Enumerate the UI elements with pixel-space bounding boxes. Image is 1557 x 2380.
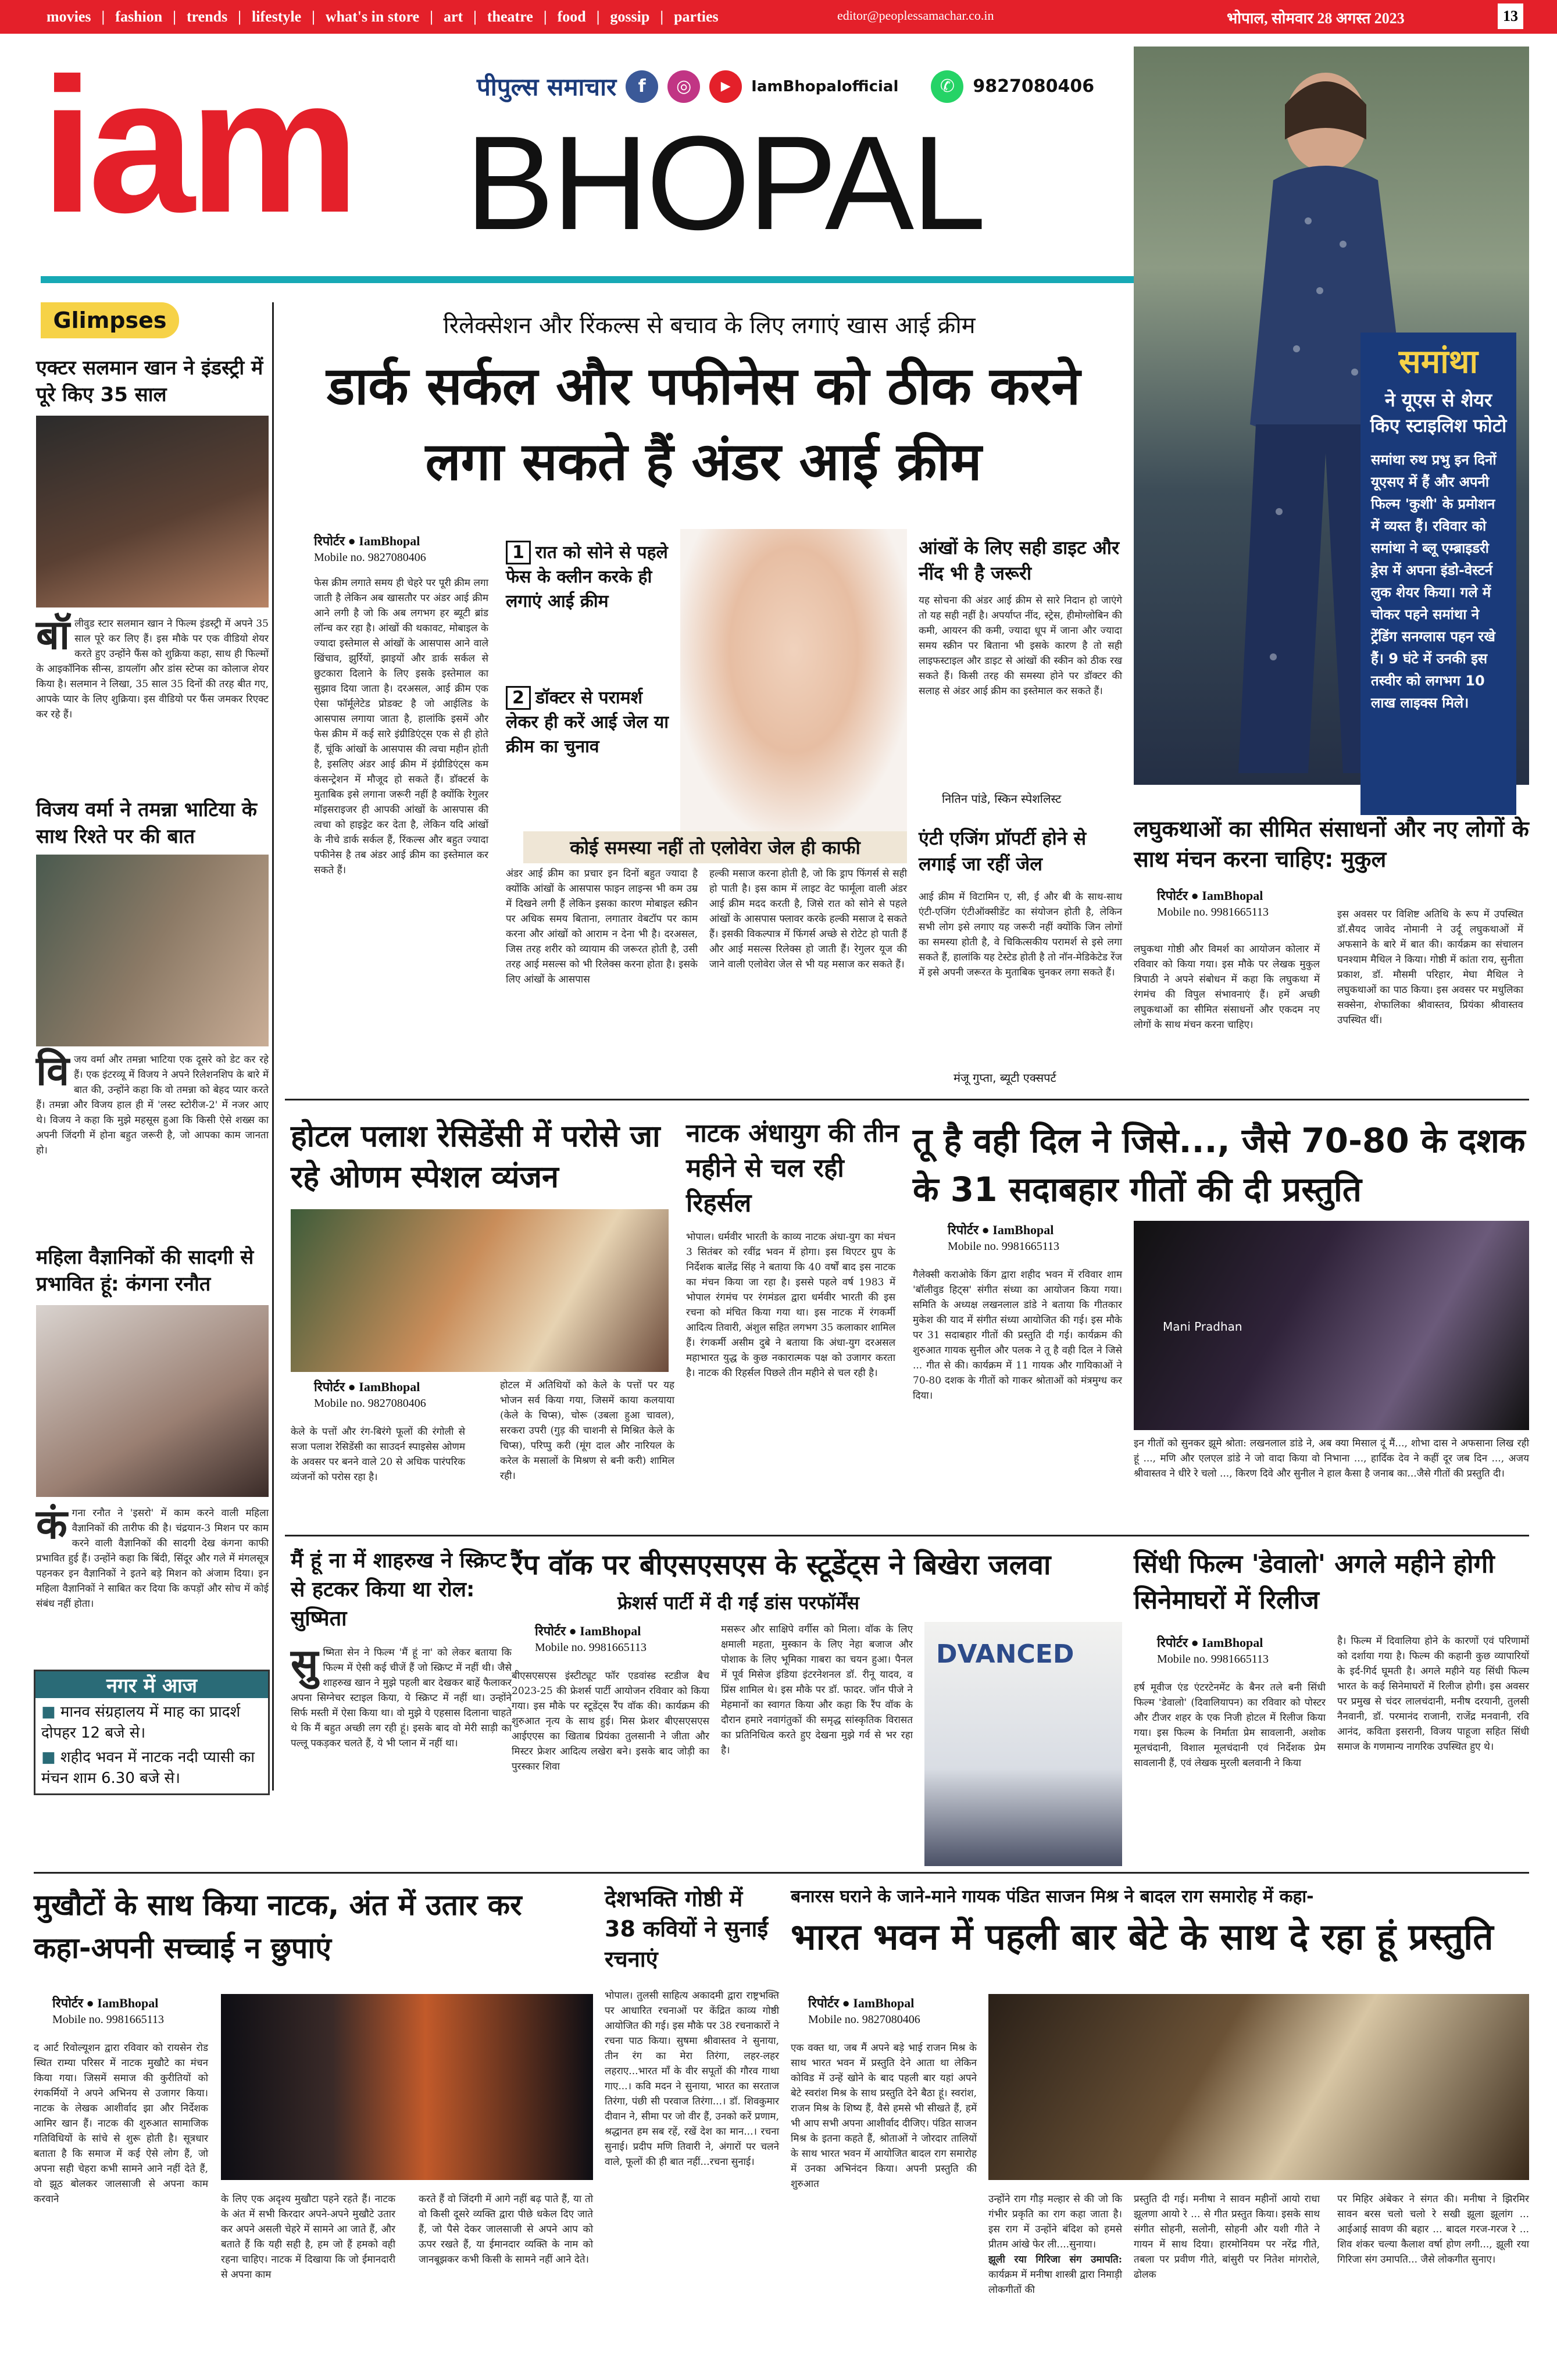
sushmita-text: ष्मिता सेन ने फिल्म 'मैं हूं ना' को लेकर बताया कि फिल्म में ऐसी कई चीजें हैं जो स्क्रिप्ट में नहीं थी। जैसे शाहरुख खान ने मुझे पहली बार देखकर बाहें फैलाकर अपना सिग्नेचर स्टाइल किया, ये स्क्रिप्ट में नहीं था। उन्होंने सिर्फ मस्ती में ऐसा किया था। वो मुझे ये एहसास दिलाना चाहते थे कि मैं बहुत अच्छी लग रही हूं। इसके बाद वो मेरी साड़ी का पल्लू पकड़कर चलते हैं, ये भी प्लान में नहीं था। [291, 1647, 512, 1749]
rag-body-2-text: उन्होंने राग गौड़ मल्हार से की जो कि गंभीर प्रकृति का राग कहा जाता है। इस राग में उन्होंने बंदिश को हमसे प्रीतम आंखे फेर ली....सुनाया। [988, 2193, 1122, 2250]
antiaging-body: आई क्रीम में विटामिन ए, सी, ई और बी के साथ-साथ एंटी-एजिंग एंटीऑक्सीडेंट का संयोजन होती है, लेकिन सभी लोग इसे लगाए यह जरूरी नहीं क्योंकि जिन लोगों का समस्या होती है, वे चिकित्सकीय परामर्श से इसे लगा सकते हैं, हालांकि यह टेस्टेड होती है तो नॉन-मेडिकेटेड रेंज में इसे अपनी जरूरत के मुताबिक चुनकर लगा सकते हैं। [919, 891, 1122, 978]
rag-body-1: एक वक्त था, जब मैं अपने बड़े भाई राजन मिश्र के साथ भारत भवन में प्रस्तुति देने आता था लेकिन कोविड में उन्हें खोने के बाद पहली बार यहां अपने बेटे स्वरांश मिश्र के साथ प्रस्तुति देने बैठा हूं। स्वरांश, राजन मिश्र के शिष्य हैं, वैसे हमसे भी सीखते हैं, हमें भी आप सभी अपना आशीर्वाद दीजिए। पंडित साजन मिश्र के इतना कहते हैं, श्रोताओं ने जोरदार तालियों के साथ भारत भवन में आयोजित बादल राग समारोह में उनका अभिनंदन किया। अपनी प्रस्तुति की शुरुआत [791, 2042, 977, 2190]
onam-headline: होटल पलाश रेसिडेंसी में परोसे जा रहे ओणम स्पेशल व्यंजन [291, 1119, 660, 1195]
bullet-icon: ■ [41, 1703, 60, 1721]
sushmita-body [291, 1639, 512, 1751]
ramp-photo [924, 1622, 1122, 1866]
diet-credit: नितिन पांडे, स्किन स्पेशलिस्ट [942, 792, 1062, 806]
mukul-body-2: इस अवसर पर विशिष्ट अतिथि के रूप में उपस्थित डॉ.सैयद जावेद नोमानी ने उर्दू लघुकथाओं में अफसाने के बारे में बात की। कार्यक्रम का संचालन घनश्याम मैथिल ने किया। गोष्ठी में कांता राय, सुनीता प्रकाश, डॉ. मौसमी परिहार, मेघा मैथिल ने लघुकथाओं का पाठ किया। इस अवसर पर मधुलिका सक्सेना, शेफालिका श्रीवास्तव, प्रियंका श्रीवास्तव उपस्थित थीं। [1337, 909, 1523, 1026]
ramp-body-1: बीएसएसएस इंस्टीट्यूट फॉर एडवांस्ड स्टडीज बैच 2023-25 की फ्रेशर्स पार्टी आयोजन रविवार को किया गया। इस मौके पर स्टूडेंट्स रैंप वॉक की। कार्यक्रम की शुरुआत नृत्य के साथ हुई। मिस फ्रेशर बीएसएसएस आईएएस का खिताब प्रियंका तुलसानी ने जीता और मिस्टर फ्रेशर आदित्य लखेरा बने। इसके बाद जोड़ी का पुरस्कार शिवा [512, 1670, 709, 1773]
left-column-rule [272, 302, 274, 1791]
sindhi-mobile: Mobile no. 9981665113 [1157, 1653, 1269, 1666]
nav-link[interactable]: what's in store [325, 8, 420, 25]
lead-mobile: Mobile no. 9827080406 [314, 551, 426, 564]
mukul-mobile: Mobile no. 9981665113 [1157, 906, 1269, 919]
singer-photo [1134, 1221, 1529, 1430]
sushmita-headline: मैं हूं ना में शाहरुख ने स्क्रिप्ट से हटकर किया था रोल: सुष्मिता [291, 1549, 506, 1631]
antiaging-credit: मंजू गुप्ता, ब्यूटी एक्सपर्ट [954, 1071, 1056, 1085]
mukhaute-photo [221, 1994, 593, 2180]
nagar-mein-aaj-box [34, 1670, 270, 1795]
onam-body-1: केले के पत्तों और रंग-बिरंगे फूलों की रंगोली से सजा पलाश रेसिडेंसी का साउदर्न स्पाइसेस ओणम के अवसर पर बनने वाले 20 से अधिक पारंपरिक व्यंजनों को परोस रहा है। [291, 1426, 465, 1483]
glimpse-2-text: जय वर्मा और तमन्ना भाटिया एक दूसरे को डेट कर रहे हैं। एक इंटरव्यू में विजय ने अपने रिलेशनशिप के बारे में बात की, उन्होंने कहा कि वो तमन्ना को बेहद प्यार करते हैं। तमन्ना और विजय हाल ही में 'लस्ट स्टोरीज-2' में नजर आए थे। विजय ने कहा कि मुझे महसूस हुआ कि किसी ऐसे शख्स का अपनी जिंदगी में होना बहुत जरूरी है, जो आपका काम जानता हो। [36, 1054, 269, 1156]
diet-title: आंखों के लिए सही डाइट और नींद भी है जरूरी [919, 537, 1120, 584]
onam-photo [291, 1209, 669, 1372]
mukhaute-headline: मुखौटों के साथ किया नाटक, अंत में उतार कर कहा-अपनी सच्चाई न छुपाएं [34, 1888, 522, 1965]
brand-row [477, 70, 1094, 103]
nagar-item-1: ■ मानव संग्रहालय में माह का प्रादर्श दोपहर 12 बजे से। [41, 1703, 241, 1742]
samantha-title: समांथा [1398, 343, 1479, 381]
glimpse-3-dropcap: कं [36, 1500, 67, 1548]
glimpse-3-body [36, 1500, 269, 1611]
section-divider-1 [285, 1099, 1529, 1100]
samantha-badge [1360, 333, 1516, 815]
mukhaute-body-2: के लिए एक अदृश्य मुखौटा पहने रहते हैं। नाटक के अंत में सभी किरदार अपने-अपने मुखौटे उतार कर अपने असली चेहरे में सामने आ जाते हैं, और बताते हैं कि यही सही है, हम जो हैं हमको वही रहना चाहिए। नाटक में दिखाया कि जो ईमानदारी से अपना काम [221, 2193, 395, 2281]
songs-headline: तू है वही दिल ने जिसे..., जैसे 70-80 के दशक के 31 सदाबहार गीतों की दी प्रस्तुति [913, 1121, 1526, 1209]
ramp-subhead: फ्रेशर्स पार्टी में दी गईं डांस परफॉर्मेंस [617, 1592, 859, 1614]
mukhaute-body-3: करते हैं वो जिंदगी में आगे नहीं बढ़ पाते हैं, या तो वो किसी दूसरे व्यक्ति द्वारा पीछे धकेल दिए जाते हैं, जो पैसे देकर जालसाजी से अपने आप को ऊपर रखते हैं, या ईमानदार व्यक्ति के नाम को जानबूझकर कभी किसी के सामने नहीं आने देते। [419, 2193, 593, 2265]
nav-separator: | [173, 8, 176, 25]
mukhaute-body-1: द आर्ट रिवोल्यूशन द्वारा रविवार को रायसेन रोड स्थित राम्या परिसर में नाटक मुखौटे का मंचन किया गया। जिसमें समाज की कुरीतियों को रंगकर्मियों ने अपने अभिनय से उजागर किया। नाटक के लेखक आशीर्वाद झा और निर्देशक आमिर खान हैं। नाटक की शुरुआत सामाजिक गतिविधियों के सांचे से शुरू होती है। सूत्रधार बताता है कि समाज में कई ऐसे लोग हैं, जो अपना सही चेहरा कभी सामने आने नहीं देते हैं, वो झूठ बोलकर जालसाजी से अपना काम करवाने [34, 2042, 208, 2205]
mukhaute-byline: रिपोर्टर ● IamBhopal [52, 1996, 159, 2010]
nav-link[interactable]: movies [47, 8, 91, 25]
glimpse-1-text: लीवुड स्टार सलमान खान ने फिल्म इंडस्ट्री में अपने 35 साल पूरे कर लिए हैं। इस मौके पर एक वीडियो शेयर करते हुए उन्होंने फैंस को शुक्रिया कहा, साथ ही फिल्मों के आइकॉनिक सीन्स, डायलॉग और डांस स्टेप्स का कोलाज शेयर किया है। सलमान ने लिखा, 35 साल 35 दिनों की तरह बीत गए, आपके प्यार के लिए शुक्रिया। इस वीडियो पर फैंस जमकर रिएक्ट कर रहे हैं। [36, 618, 269, 720]
onam-body-2: होटल में अतिथियों को केले के पत्तों पर यह भोजन सर्व किया गया, जिसमें काया कलयाया (केले के चिप्स), चोरू (उबला हुआ चावल), सरकरा उपरी (गुड़ की चाशनी से मिश्रित केले के चिप्स), परिप्पु करी (मूंग दाल और नारियल के करेल के मसालों के मिश्रण से बनी करी) शामिल रही। [500, 1380, 674, 1482]
nav-link[interactable]: parties [674, 8, 719, 25]
songs-mobile: Mobile no. 9981665113 [948, 1240, 1060, 1253]
salman-photo [36, 416, 269, 607]
sindhi-body-2: है। फिल्म में दिवालिया होने के कारणों एवं परिणामों को दर्शाया गया है। फिल्म की कहानी कुछ व्यापारियों के इर्द-गिर्द घूमती है। अगले महीने यह सिंधी फिल्म भारत के कई सिनेमाघरों में रिलीज होगी। इस अवसर पर प्रमुख से चंदर लालचंदानी, मनीष दरयानी, तुलसी नैनवानी, डॉ. परमानंद राजानी, राजेंद्र मनवानी, रवि आनंद, कविता इसरानी, विजय पाहूजा सहित सिंधी समाज के गणमान्य नागरिक उपस्थित हुए थे। [1337, 1635, 1529, 1753]
ramp-byline: रिपोर्टर ● IamBhopal [535, 1624, 641, 1638]
instagram-icon[interactable]: ◎ [667, 70, 700, 103]
nav-separator: | [660, 8, 664, 25]
nav-link[interactable]: food [557, 8, 586, 25]
sushmita-dropcap: सु [291, 1639, 319, 1688]
antiaging-title: एंटी एजिंग प्रॉपर्टी होने से लगाई जा रहीं जेल [919, 827, 1087, 875]
nagar-title: नगर में आज [35, 1671, 268, 1698]
lead-body: फेस क्रीम लगाते समय ही चेहरे पर पूरी क्रीम लगा जाती है लेकिन अब खासतौर पर अंडर आई क्रीम आने लगी है जो कि अब लगभग हर ब्यूटी ब्रांड लॉन्च कर रहा है। आंखों की थकावट, मोबाइल के ज्यादा इस्तेमाल से आंखों के आसपास आने वाले खिंचाव, झुर्रियों, झाइयों और डार्क सर्कल से छुटकारा दिलाने के लिए इसके इस्तेमाल का सुझाव दिया जाता है। दरअसल, आई क्रीम एक ऐसा फॉर्मूलेटेड प्रोडक्ट है जो आईलिड के आसपास लगाया जाता है, हालांकि इसमें और फेस क्रीम में कई सारे इंग्रीडिएंट्स एक से ही होते हैं, चूंकि आंखों के आसपास की त्वचा महीन होती है, इसलिए अंडर आई क्रीम में इंग्रीडिएंट्स कम कंसन्ट्रेशन में मौजूद हो सकते हैं। डॉक्टर्स के मुताबिक इसे लगाना जरूरी नहीं है क्योंकि रेगुलर मॉइसराइजर ही आपकी आंखों के आसपास की त्वचा को हाइड्रेट कर देता है, लेकिन यदि आंखों के नीचे डार्क सर्कल हैं, रिंकल्स और बहुत ज्यादा पफीनेस है तब अंडर आई क्रीम का इस्तेमाल कर सकते हैं। [314, 577, 488, 876]
section-divider-2 [285, 1535, 1529, 1536]
samantha-body: समांथा रुथ प्रभु इन दिनों यूएसए में हैं और अपनी फिल्म 'कुशी' के प्रमोशन में व्यस्त हैं। रविवार को समांथा ने ब्लू एम्ब्राइडरी ड्रेस में अपना इंडो-वेस्टर्न लुक शेयर किया। गले में चोकर पहने समांथा ने ट्रेंडिंग सनग्लास पहन रखे हैं। 9 घंटे में उनकी इस तस्वीर को लगभग 10 लाख लाइक्स मिले। [1371, 452, 1497, 711]
kangana-photo [36, 1305, 269, 1497]
whatsapp-number[interactable]: 9827080406 [973, 76, 1095, 97]
ramp-body-2: मसरूर और साक्षिपे वर्गीस को मिला। वॉक के लिए क्षमाली महता, मुस्कान के लिए नेहा बजाज और पोशाक के लिए भूमिका गाबरा का चयन हुआ। पैनल में पूर्व मिसेज इंडिया इंटरनेशनल डॉ. रीनू यादव, व प्रिंस शामिल थे। इस मौके पर डॉ. फादर. जॉन पीजे ने मेहमानों का स्वागत किया और कहा कि रैंप वॉक के दौरान हमारे नवागंतुकों की समृद्ध सांस्कृतिक विरासत का प्रतिनिधित्व करते हुए देखना मुझे गर्व से भर रहा है। [721, 1624, 913, 1756]
glimpse-2-title: विजय वर्मा ने तमन्ना भाटिया के साथ रिश्ते पर की बात [36, 798, 257, 848]
songs-body-1: गैलेक्सी कराओके किंग द्वारा शहीद भवन में रविवार शाम 'बॉलीवुड हिट्स' संगीत संध्या का आयोजन किया गया। समिति के अध्यक्ष लखनलाल डांडे ने बताया कि गीतकार मुकेश की याद में संगीत संध्या आयोजित की गई। इस मौके पर 31 सदाबहार गीतों की प्रस्तुति दी गई। कार्यक्रम की शुरुआत गायक सुनील और पलक ने तू है वही दिल ने जिसे ... गीत से की। कार्यक्रम में 11 गायक और गायिकाओं ने 70-80 दशक के गीतों को गाकर श्रोताओं को मंत्रमुग्ध कर दिया। [913, 1269, 1122, 1402]
mukul-byline: रिपोर्टर ● IamBhopal [1157, 888, 1263, 903]
aloe-body-1: अंडर आई क्रीम का प्रचार इन दिनों बहुत ज्यादा है क्योंकि आंखों के आसपास फाइन लाइन्स भी कम उम्र में दिखने लगी हैं लेकिन इसका कारण मोबाइल स्क्रीन पर अधिक समय बिताना, लगातार वेबटॉप पर काम करना और आंखों को आराम न देना भी है। दरअसल, जिस तरह शरीर को व्यायाम की जरूरत होती है, उसी तरह आई मसल्स को भी रिलेक्स करना होता है। इसके लिए आंखों के आसपास [506, 868, 698, 985]
lead-kicker: रिलेक्सेशन और रिंकल्स से बचाव के लिए लगाएं खास आई क्रीम [443, 312, 976, 339]
issue-date: भोपाल, सोमवार 28 अगस्त 2023 [1227, 10, 1405, 27]
deshbhakti-body: भोपाल। तुलसी साहित्य अकादमी द्वारा राष्ट्रभक्ति पर आधारित रचनाओं पर केंद्रित काव्य गोष्ठी आयोजित की गई। इस मौके पर 38 रचनाकारों ने रचना पाठ किया। सुषमा श्रीवास्तव ने सुनाया, तीन रंग का मेरा तिरंगा, लहर-लहर लहराए...भारत माँ के वीर सपूतों की गौरव गाथा गाए...। कवि मदन ने सुनाया, भारत का सरताज तिरंगा, पंछी सी परवाज तिरंगा...। डॉ. शिवकुमार दीवान ने, सीमा पर जो वीर हैं, उनको करें प्रणाम, श्रद्धानत हम सब रहें, रखें देश का मान...। रचना सुनाई। प्रदीप मणि तिवारी ने, अंगारों पर चलने वाले, फूलों की ही बात नहीं...रचना सुनाई। [605, 1990, 779, 2168]
glimpse-3-text: गना रनौत ने 'इसरो' में काम करने वाली महिला वैज्ञानिकों की तारीफ की है। चंद्रयान-3 मिशन पर काम करने वाली वैज्ञानिकों की सादगी देख कंगना काफी प्रभावित हुई हैं। उन्होंने कहा कि बिंदी, सिंदूर और गले में मंगलसूत्र पहनकर इन वैज्ञानिकों ने इतने बड़े मिशन को अंजाम दिया। इन महिला वैज्ञानिकों ने साबित कर दिया कि कपड़ों और सोच में कोई संबंध नहीं होता। [36, 1507, 269, 1610]
section-nav [0, 8, 719, 26]
nav-link[interactable]: art [443, 8, 463, 25]
glimpse-1-dropcap: बॉ [36, 610, 70, 659]
diet-body: यह सोचना की अंडर आई क्रीम से सारे निदान हो जाएंगे तो यह सही नहीं है। अपर्याप्त नींद, स्ट्रेस, हीमोग्लोबिन की कमी, आयरन की कमी, ज्यादा धूप में जाना और ज्यादा समय स्क्रीन पर बिताना भी इसके कारण है तो सही लाइफस्टाइल और डाइट से आंखों की स्कीन को ठीक रख सकते हैं। किसी तरह की समस्या होने पर डॉक्टर की सलाह से अंडर आई क्रीम का इस्तेमाल कर सकते हैं। [919, 595, 1122, 697]
editor-email[interactable]: editor@peoplessamachar.co.in [837, 8, 994, 23]
rag-subhead-text: कार्यक्रम में मनीषा शास्त्री द्वारा निमाड़ी लोकगीतों की [988, 2269, 1122, 2296]
andhayug-body: भोपाल। धर्मवीर भारती के काव्य नाटक अंधा-युग का मंचन 3 सितंबर को रवींद्र भवन में होगा। इस थिएटर ग्रुप के निर्देशक बालेंद्र सिंह ने बताया कि 40 वर्षों बाद इस नाटक का मंचन किया जा रहा है। इससे पहले वर्ष 1983 में भोपाल रंगमंच पर रंगमंडल द्वारा धर्मवीर भारती की इस रचना को मंचित किया गया था। इस नाटक में रंगकर्मी आदित्य तिवारी, अंशुल सहित लगभग 35 कलाकार शामिल हैं। रंगकर्मी असीम दुबे ने बताया कि अंधा-युग दरअसल महाभारत युद्ध के कुछ नकारात्मक पक्ष को उजागर करता है। नाटक की रिहर्सल पिछले तीन महीने से चल रही है। [686, 1231, 895, 1379]
mukul-body-1: लघुकथा गोष्ठी और विमर्श का आयोजन कोलार में रविवार को किया गया। इस मौके पर लेखक मुकुल त्रिपाठी ने अपने संबोधन में कहा कि लघुकथा में रंगमंच की विपुल संभावनाएं हैं। हमें अच्छी लघुकथाओं का सीमित संसाधनों और एकदम नए लोगों के साथ मंचन करना चाहिए। [1134, 944, 1320, 1031]
masthead-city: BHOPAL [465, 108, 984, 258]
bullet-icon: ■ [41, 1749, 60, 1766]
masthead-divider [41, 276, 1134, 283]
sindhi-byline: रिपोर्टर ● IamBhopal [1157, 1635, 1263, 1650]
banner-text: DVANCED [936, 1639, 1074, 1669]
ramp-headline: रैंप वॉक पर बीएसएसएस के स्टूडेंट्स ने बिखेरा जलवा [512, 1549, 1051, 1581]
glimpse-1-body [36, 610, 269, 722]
sindhi-headline: सिंधी फिल्म 'डेवालो' अगले महीने होगी सिनेमाघरों में रिलीज [1134, 1549, 1495, 1615]
nav-separator: | [473, 8, 477, 25]
rag-byline: रिपोर्टर ● IamBhopal [808, 1996, 915, 2010]
mukul-headline: लघुकथाओं का सीमित संसाधनों और नए लोगों के साथ मंचन करना चाहिए: मुकुल [1134, 816, 1529, 872]
rag-concert-photo [988, 1994, 1529, 2180]
aloe-body-2: हल्की मसाज करना होती है, जो कि ड्राप फिंगर्स से सही हो पाती है। इस काम में लाइट वेट फार्मूला वाली अंडर आई क्रीम मदद करती है, जिसे रात को सोने से पहले आंखों के आसपास फ्लावर करके हल्की मसाज दे सकते हैं। इसकी विकल्पात्र में फिंगर्स अच्छे से रोटेट हो पाती हैं और आई मसल्स रिलेक्स हो जाती हैं। रेगुलर यूज की जाने वाली एलोवेरा जेल से भी यह मसाज कर सकते हैं। [709, 868, 907, 970]
tip-1-number: 1 [506, 541, 531, 564]
andhayug-headline: नाटक अंधायुग की तीन महीने से चल रही रिहर्सल [686, 1118, 899, 1218]
tip-2-number: 2 [506, 686, 531, 710]
ramp-mobile: Mobile no. 9981665113 [535, 1641, 647, 1654]
tip-2: 2 डॉक्टर से परामर्श लेकर ही करें आई जेल या क्रीम का चुनाव [506, 686, 680, 759]
deshbhakti-headline: देशभक्ति गोष्ठी में 38 कवियों ने सुनाईं रचनाएं [605, 1886, 768, 1972]
rag-headline: भारत भवन में पहली बार बेटे के साथ दे रहा हूं प्रस्तुति [791, 1916, 1494, 1958]
glimpse-2-dropcap: वि [36, 1046, 70, 1095]
nav-link[interactable]: gossip [610, 8, 650, 25]
nav-link[interactable]: fashion [115, 8, 163, 25]
tip-1: 1 रात को सोने से पहले फेस के क्लीन करके ही लगाएं आई क्रीम [506, 541, 680, 614]
samantha-subtitle: ने यूएस से शेयर किए स्टाइलिश फोटो [1370, 389, 1507, 437]
glimpse-2-body [36, 1046, 269, 1158]
nagar-item-2: ■ शहीद भवन में नाटक नदी प्यासी का मंचन शाम 6.30 बजे से। [41, 1749, 255, 1787]
aloe-subhead: कोई समस्या नहीं तो एलोवेरा जेल ही काफी [523, 831, 907, 863]
page-number: 13 [1498, 3, 1523, 29]
eye-cream-model-photo [680, 529, 907, 831]
youtube-icon[interactable]: ▶ [709, 70, 742, 103]
nav-separator: | [101, 8, 105, 25]
glimpses-label: Glimpses [41, 302, 179, 338]
social-handle[interactable]: IamBhopalofficial [751, 77, 899, 95]
onam-byline: रिपोर्टर ● IamBhopal [314, 1380, 420, 1394]
nav-link[interactable]: lifestyle [251, 8, 302, 25]
rag-body-2 [988, 2192, 1122, 2297]
nav-separator: | [430, 8, 433, 25]
mukhaute-mobile: Mobile no. 9981665113 [52, 2013, 165, 2026]
sindhi-body-1: हर्ष मूवीज एंड एंटरटेनमेंट के बैनर तले बनी सिंधी फिल्म 'डेवालो' (दिवालियापन) का रविवार को पोस्टर और टीजर शहर के एक निजी होटल में रिलीज किया गया। इस फिल्म के निर्माता प्रेम सावलानी, अशोक मूलचंदानी, विशाल मूलचंदानी एवं निर्देशक प्रेम सावलानी हैं, एवं लेखक मुरली बलवानी ने किया [1134, 1682, 1326, 1769]
lead-headline: डार्क सर्कल और पफीनेस को ठीक करने लगा सकते हैं अंडर आई क्रीम [326, 356, 1081, 492]
facebook-icon[interactable]: f [626, 70, 658, 103]
songs-body-2: इन गीतों को सुनकर झूमे श्रोता: लखनलाल डांडे ने, अब क्या मिसाल दूं मैं..., शोभा दास ने अफसाना लिख रही हूं ..., मणि और एलएल डांडे ने जो वादा किया वो निभाना ..., हार्दिक देव ने कहीं दूर जब दिन ..., अजय श्रीवास्तव ने धीरे रे चलो ..., किरण दिवे और सुनील ने हाल कैसा है जनाब का...जैसे गीतों की प्रस्तुति दी। [1134, 1438, 1529, 1480]
songs-byline: रिपोर्टर ● IamBhopal [948, 1223, 1054, 1237]
rag-body-3: प्रस्तुति दी गई। मनीषा ने सावन महीनों आयो राधा झूलणा आयो रे ... से गीत प्रस्तुत किया। इसके साथ संगीत सोहनी, सलोनी, सोहनी और यशी गीते ने गायन में साथ दिया। हारमोनियम पर नरेंद्र गीते, तबला पर प्रवीण गीते, बांसुरी पर नितेश मांगरोले, ढोलक [1134, 2193, 1320, 2281]
paper-name: पीपुल्स समाचार [477, 73, 617, 101]
vijay-tamannaah-photo [36, 855, 269, 1046]
nav-separator: | [543, 8, 547, 25]
glimpse-1-title: एक्टर सलमान खान ने इंडस्ट्री में पूरे किए 35 साल [36, 356, 263, 406]
rag-kicker: बनारस घराने के जाने-माने गायक पंडित साजन मिश्र ने बादल राग समारोह में कहा- [791, 1886, 1314, 1907]
rag-mobile: Mobile no. 9827080406 [808, 2013, 920, 2026]
glimpse-3-title: महिला वैज्ञानिकों की सादगी से प्रभावित हूं: कंगना रनौत [36, 1246, 254, 1296]
top-bar [0, 0, 1557, 34]
whatsapp-icon[interactable]: ✆ [931, 70, 963, 103]
rag-subhead: झूली रया गिरिजा संग उमापति: [988, 2254, 1122, 2265]
rag-body-4: पर मिहिर अंबेकर ने संगत की। मनीषा ने झिरमिर सावन बरस चलो चलो रे सखी झूला झूलांग ... आईआई सावण की बहार ... बादल गरज-गरज रे ... शिव शंकर चल्या कैलाश वर्षा होण लगी..., झूली रया गिरिजा संग उमापति... जैसे लोकगीत सुनाए। [1337, 2193, 1529, 2265]
nav-separator: | [312, 8, 315, 25]
masthead-iam-logo: iam [41, 38, 354, 252]
onam-mobile: Mobile no. 9827080406 [314, 1397, 426, 1410]
nav-link[interactable]: trends [186, 8, 228, 25]
nav-separator: | [238, 8, 241, 25]
section-divider-3 [34, 1872, 1529, 1874]
nav-separator: | [596, 8, 600, 25]
lead-byline: रिपोर्टर ● IamBhopal [314, 534, 420, 548]
nav-link[interactable]: theatre [487, 8, 533, 25]
photo-caption: Mani Pradhan [1163, 1320, 1242, 1334]
